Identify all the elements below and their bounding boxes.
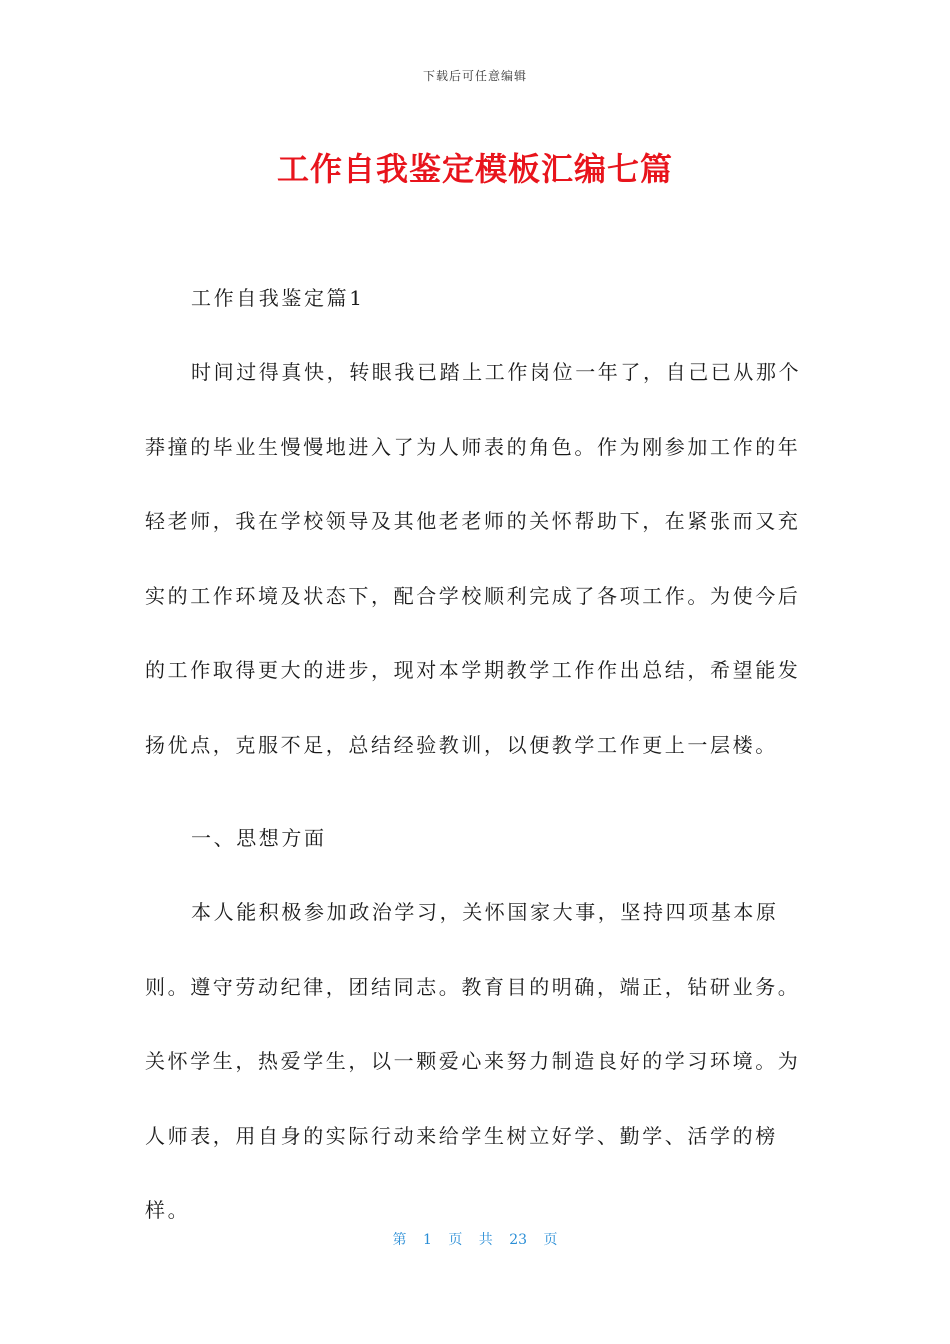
document-body — [145, 280, 810, 1286]
footer-label-page: 第 — [392, 1232, 407, 1248]
paragraph: 时间过得真快，转眼我已踏上工作岗位一年了，自己已从那个莽撞的毕业生慢慢地进入了为人师表的角色。作为刚参加工作的年轻老师，我在学校领导及其他老老师的关怀帮助下，在紧张而又充实的工作环境及状态下，配合学校顺利完成了各项工作。为使今后的工作取得更大的进步，现对本学期教学工作作出总结，希望能发扬优点，克服不足，总结经验教训，以便教学工作更上一层楼。 — [145, 360, 802, 757]
footer-label-pages: 页 — [543, 1232, 558, 1248]
footer-total-pages: 23 — [509, 1232, 528, 1248]
document-title: 工作自我鉴定模板汇编七篇 — [276, 150, 673, 188]
subheading: 一、思想方面 — [191, 826, 327, 850]
page-footer — [0, 1229, 950, 1249]
footer-label-of: 页 共 — [448, 1232, 493, 1248]
footer-current-page: 1 — [422, 1232, 432, 1248]
header-note: 下载后可任意编辑 — [422, 69, 527, 83]
paragraph: 本人能积极参加政治学习，关怀国家大事，坚持四项基本原则。遵守劳动纪律，团结同志。教育目的明确，端正，钻研业务。关怀学生，热爱学生，以一颗爱心来努力制造良好的学习环境。为人师表，用自身的实际行动来给学生树立好学、勤学、活学的榜样。 — [145, 900, 801, 1222]
section-heading: 工作自我鉴定篇1 — [191, 286, 365, 310]
